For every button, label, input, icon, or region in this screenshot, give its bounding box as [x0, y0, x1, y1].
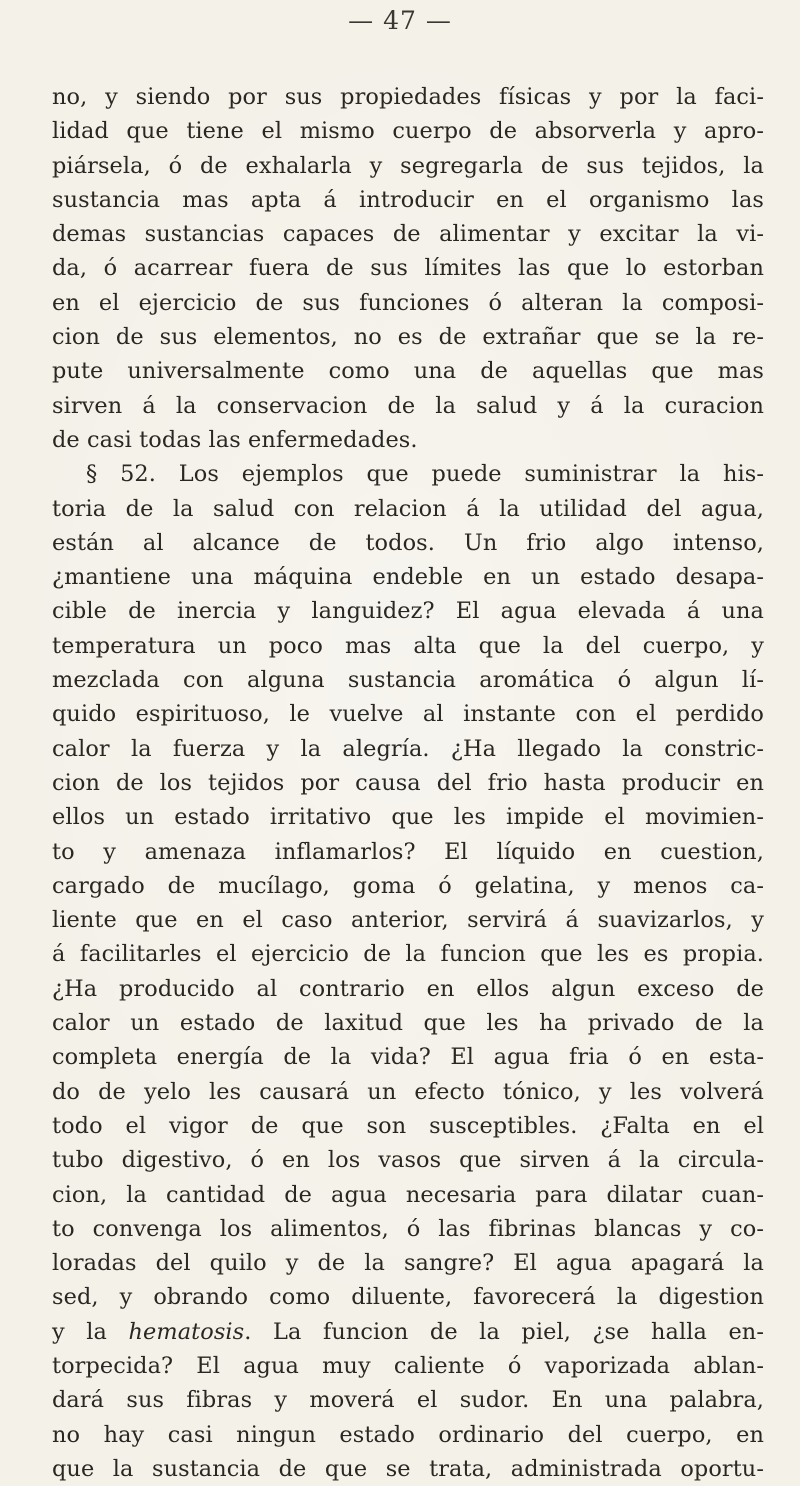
text-line: en el ejercicio de sus funciones ó alteran la composi- [52, 289, 764, 316]
text-line: demas sustancias capaces de alimentar y excitar la vi- [52, 221, 764, 248]
page-number: — 47 — [348, 6, 452, 35]
text-line: cargado de mucílago, goma ó gelatina, y menos ca- [52, 872, 764, 899]
text-line: cion de sus elementos, no es de extrañar que se la re- [52, 324, 764, 351]
text-line: do de yelo les causará un efecto tónico, y les volverá [52, 1078, 764, 1105]
text-line: dará sus fibras y moverá el sudor. En una palabra, [52, 1387, 764, 1414]
text-line: sustancia mas apta á introducir en el organismo las [52, 186, 764, 213]
text-line: toria de la salud con relacion á la utilidad del agua, [52, 495, 764, 522]
text-line: calor un estado de laxitud que les ha privado de la [52, 1010, 764, 1037]
text-line: todo el vigor de que son susceptibles. ¿Falta en el [52, 1112, 764, 1139]
text-line: de casi todas las enfermedades. [52, 426, 418, 453]
text-line: cion, la cantidad de agua necesaria para dilatar cuan- [52, 1181, 764, 1208]
text-line: no hay casi ningun estado ordinario del cuerpo, en [52, 1421, 764, 1448]
text-line: temperatura un poco mas alta que la del cuerpo, y [52, 632, 764, 659]
text-line: que la sustancia de que se trata, administrada oportu- [52, 1455, 764, 1482]
text-line: mezclada con alguna sustancia aromática ó algun lí- [52, 667, 764, 694]
text-line: y la hematosis. La funcion de la piel, ¿se halla en- [52, 1318, 764, 1345]
text-line: loradas del quilo y de la sangre? El agua apagará la [52, 1250, 764, 1277]
text-line: completa energía de la vida? El agua fria ó en esta- [52, 1044, 764, 1071]
body-text [52, 80, 764, 1486]
text-line: están al alcance de todos. Un frio algo intenso, [52, 529, 764, 556]
text-line: sed, y obrando como diluente, favorecerá la digestion [52, 1284, 764, 1311]
text-line: to y amenaza inflamarlos? El líquido en cuestion, [52, 838, 764, 865]
text-line: ¿Ha producido al contrario en ellos algun exceso de [52, 975, 764, 1002]
text-line: cible de inercia y languidez? El agua elevada á una [52, 598, 764, 625]
text-line: to convenga los alimentos, ó las fibrinas blancas y co- [52, 1215, 764, 1242]
text-line: da, ó acarrear fuera de sus límites las que lo estorban [52, 255, 764, 282]
text-line: á facilitarles el ejercicio de la funcion que les es propia. [52, 941, 764, 968]
text-line: quido espirituoso, le vuelve al instante con el perdido [52, 701, 764, 728]
text-line: torpecida? El agua muy caliente ó vaporizada ablan- [52, 1352, 764, 1379]
text-line: ¿mantiene una máquina endeble en un estado desapa- [52, 564, 764, 591]
text-line: liente que en el caso anterior, servirá á suavizarlos, y [52, 907, 764, 934]
paragraph-1 [52, 80, 764, 457]
text-line: lidad que tiene el mismo cuerpo de absorverla y apro- [52, 118, 764, 145]
text-line: pute universalmente como una de aquellas que mas [52, 358, 764, 385]
text-line: ellos un estado irritativo que les impide el movimien- [52, 804, 764, 831]
italic-term: hematosis [128, 1318, 245, 1345]
paragraph-2 [52, 457, 764, 1486]
text-line: cion de los tejidos por causa del frio hasta producir en [52, 769, 764, 796]
text-line: calor la fuerza y la alegría. ¿Ha llegado la constric- [52, 735, 764, 762]
text-line: sirven á la conservacion de la salud y á la curacion [52, 392, 764, 419]
text-line: § 52. Los ejemplos que puede suministrar la his- [86, 461, 764, 488]
text-line: tubo digestivo, ó en los vasos que sirven á la circula- [52, 1147, 764, 1174]
text-line: piársela, ó de exhalarla y segregarla de sus tejidos, la [52, 152, 764, 179]
text-line: no, y siendo por sus propiedades físicas y por la faci- [52, 84, 764, 110]
